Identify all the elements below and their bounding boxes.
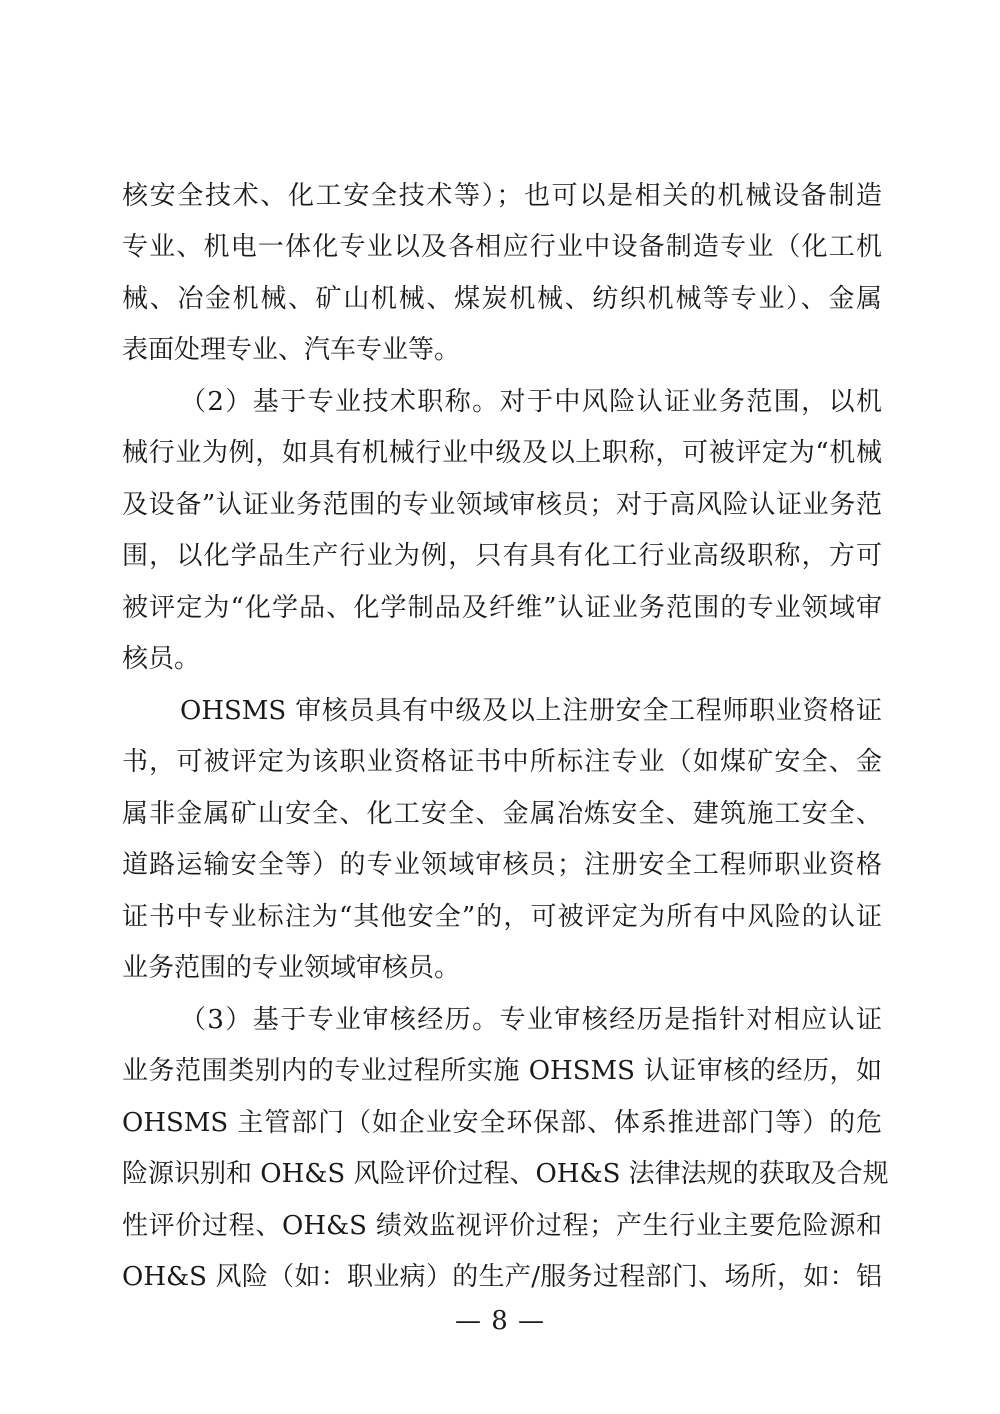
text-line: 属非金属矿山安全、化工安全、金属冶炼安全、建筑施工安全、 [122, 799, 882, 829]
paragraph-start-line: （3）基于专业审核经历。专业审核经历是指针对相应认证 [180, 1005, 882, 1035]
paragraph-start-line: OHSMS 审核员具有中级及以上注册安全工程师职业资格证 [180, 696, 882, 726]
text-line: OH&S 风险（如：职业病）的生产/服务过程部门、场所，如：铝 [122, 1262, 882, 1292]
text-line: 业务范围类别内的专业过程所实施 OHSMS 认证审核的经历，如 [122, 1056, 882, 1086]
text-line: 核安全技术、化工安全技术等）；也可以是相关的机械设备制造 [122, 181, 882, 211]
text-line: 围，以化学品生产行业为例，只有具有化工行业高级职称，方可 [122, 541, 882, 571]
text-line: 核员。 [122, 644, 201, 674]
text-line: 被评定为“化学品、化学制品及纤维”认证业务范围的专业领域审 [122, 593, 882, 623]
text-line: 专业、机电一体化专业以及各相应行业中设备制造专业（化工机 [122, 232, 882, 262]
text-line: 及设备”认证业务范围的专业领域审核员；对于高风险认证业务范 [122, 490, 882, 520]
text-line: 证书中专业标注为“其他安全”的，可被评定为所有中风险的认证 [122, 902, 882, 932]
page-number: — 8 — [454, 1306, 546, 1336]
text-line: OHSMS 主管部门（如企业安全环保部、体系推进部门等）的危 [122, 1108, 882, 1138]
text-line: 业务范围的专业领域审核员。 [122, 953, 461, 983]
text-line: 械、冶金机械、矿山机械、煤炭机械、纺织机械等专业）、金属 [122, 284, 882, 314]
text-line: 表面处理专业、汽车专业等。 [122, 335, 461, 365]
text-line: 性评价过程、OH&S 绩效监视评价过程；产生行业主要危险源和 [122, 1211, 882, 1241]
text-line: 险源识别和 OH&S 风险评价过程、OH&S 法律法规的获取及合规 [122, 1159, 889, 1189]
text-line: 书，可被评定为该职业资格证书中所标注专业（如煤矿安全、金 [122, 747, 882, 777]
text-line: 道路运输安全等）的专业领域审核员；注册安全工程师职业资格 [122, 850, 882, 880]
text-line: 械行业为例，如具有机械行业中级及以上职称，可被评定为“机械 [122, 438, 882, 468]
paragraph-start-line: （2）基于专业技术职称。对于中风险认证业务范围，以机 [180, 387, 882, 417]
